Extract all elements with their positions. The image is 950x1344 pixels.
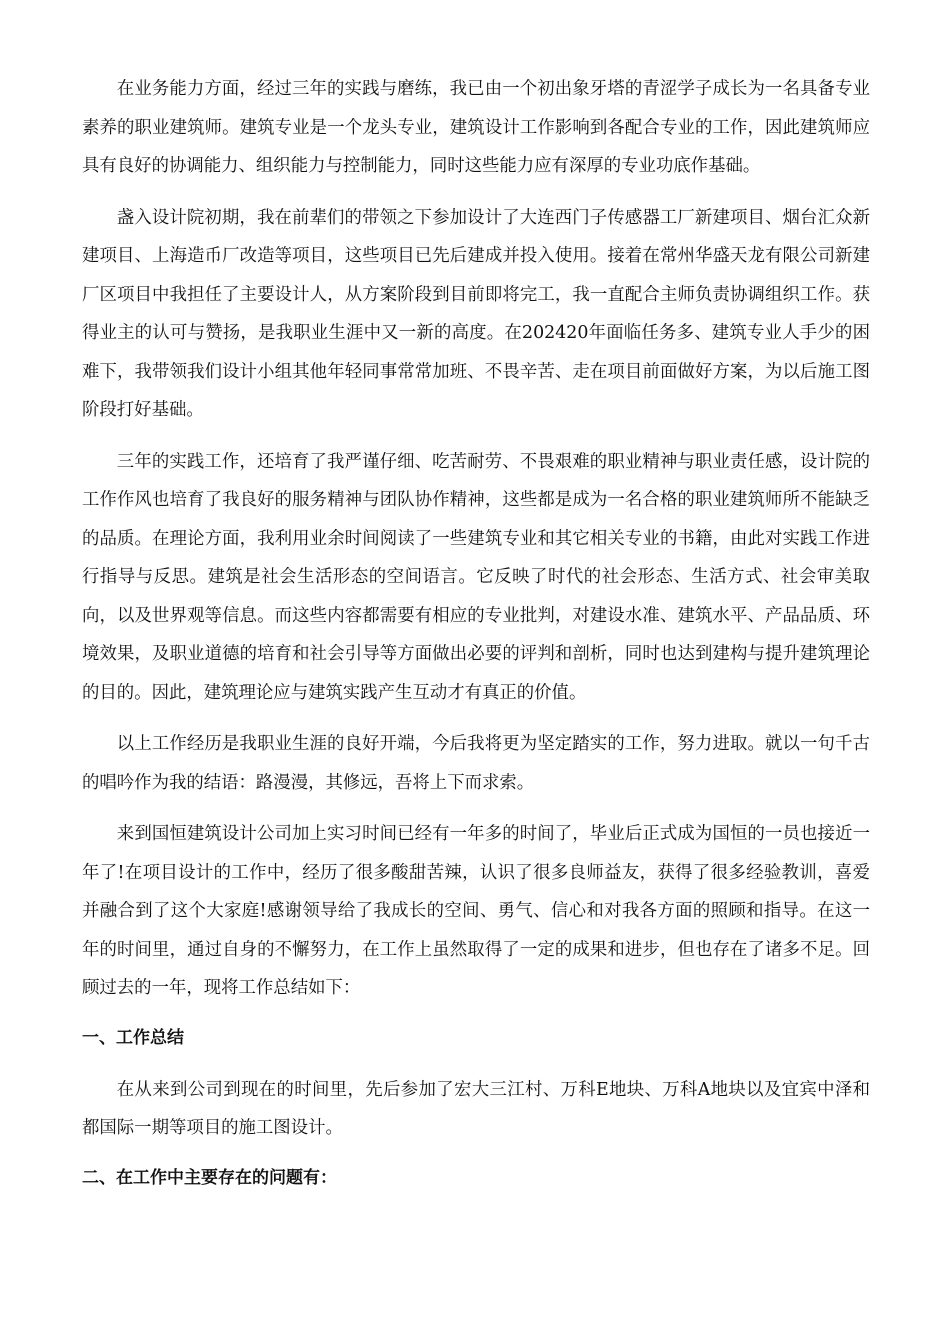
paragraph-early-projects: 盏入设计院初期，我在前辈们的带领之下参加设计了大连西门子传感器工厂新建项目、烟台汇众新建项目、上海造币厂改造等项目，这些项目已先后建成并投入使用。接着在常州华盛天龙有限公司新建厂区项目中我担任了主要设计人，从方案阶段到目前即将完工，我一直配合主师负责协调组织工作。获得业主的认可与赞扬，是我职业生涯中又一新的高度。在202420年面临任务多、建筑专业人手少的困难下，我带领我们设计小组其他年轻同事常常加班、不畏辛苦、走在项目前面做好方案，为以后施工图阶段打好基础。 <box>82 207 870 420</box>
paragraph-professional-ability: 在业务能力方面，经过三年的实践与磨练，我已由一个初出象牙塔的青涩学子成长为一名具备专业素养的职业建筑师。建筑专业是一个龙头专业，建筑设计工作影响到各配合专业的工作，因此建筑师应具有良好的协调能力、组织能力与控制能力，同时这些能力应有深厚的专业功底作基础。 <box>82 79 870 176</box>
document-page <box>82 70 870 1215</box>
paragraph-company-introduction: 来到国恒建筑设计公司加上实习时间已经有一年多的时间了，毕业后正式成为国恒的一员也接近一年了!在项目设计的工作中，经历了很多酸甜苦辣，认识了很多良师益友，获得了很多经验教训，喜爱并融合到了这个大家庭!感谢领导给了我成长的空间、勇气、信心和对我各方面的照顾和指导。在这一年的时间里，通过自身的不懈努力，在工作上虽然取得了一定的成果和进步，但也存在了诸多不足。回顾过去的一年，现将工作总结如下： <box>82 824 870 998</box>
paragraph-project-list: 在从来到公司到现在的时间里，先后参加了宏大三江村、万科E地块、万科A地块以及宜宾中泽和都国际一期等项目的施工图设计。 <box>82 1079 870 1138</box>
paragraph-conclusion: 以上工作经历是我职业生涯的良好开端，今后我将更为坚定踏实的工作，努力进取。就以一句千古的唱吟作为我的结语：路漫漫，其修远，吾将上下而求索。 <box>82 734 870 793</box>
section-heading-work-summary: 一、工作总结 <box>82 1027 184 1048</box>
section-heading-problems: 二、在工作中主要存在的问题有： <box>82 1167 337 1188</box>
paragraph-practice-and-theory: 三年的实践工作，还培育了我严谨仔细、吃苦耐劳、不畏艰难的职业精神与职业责任感，设计院的工作作风也培育了我良好的服务精神与团队协作精神，这些都是成为一名合格的职业建筑师所不能缺乏的品质。在理论方面，我利用业余时间阅读了一些建筑专业和其它相关专业的书籍，由此对实践工作进行指导与反思。建筑是社会生活形态的空间语言。它反映了时代的社会形态、生活方式、社会审美取向，以及世界观等信息。而这些内容都需要有相应的专业批判，对建设水准、建筑水平、产品品质、环境效果，及职业道德的培育和社会引导等方面做出必要的评判和剖析，同时也达到建构与提升建筑理论的目的。因此，建筑理论应与建筑实践产生互动才有真正的价值。 <box>82 451 870 703</box>
